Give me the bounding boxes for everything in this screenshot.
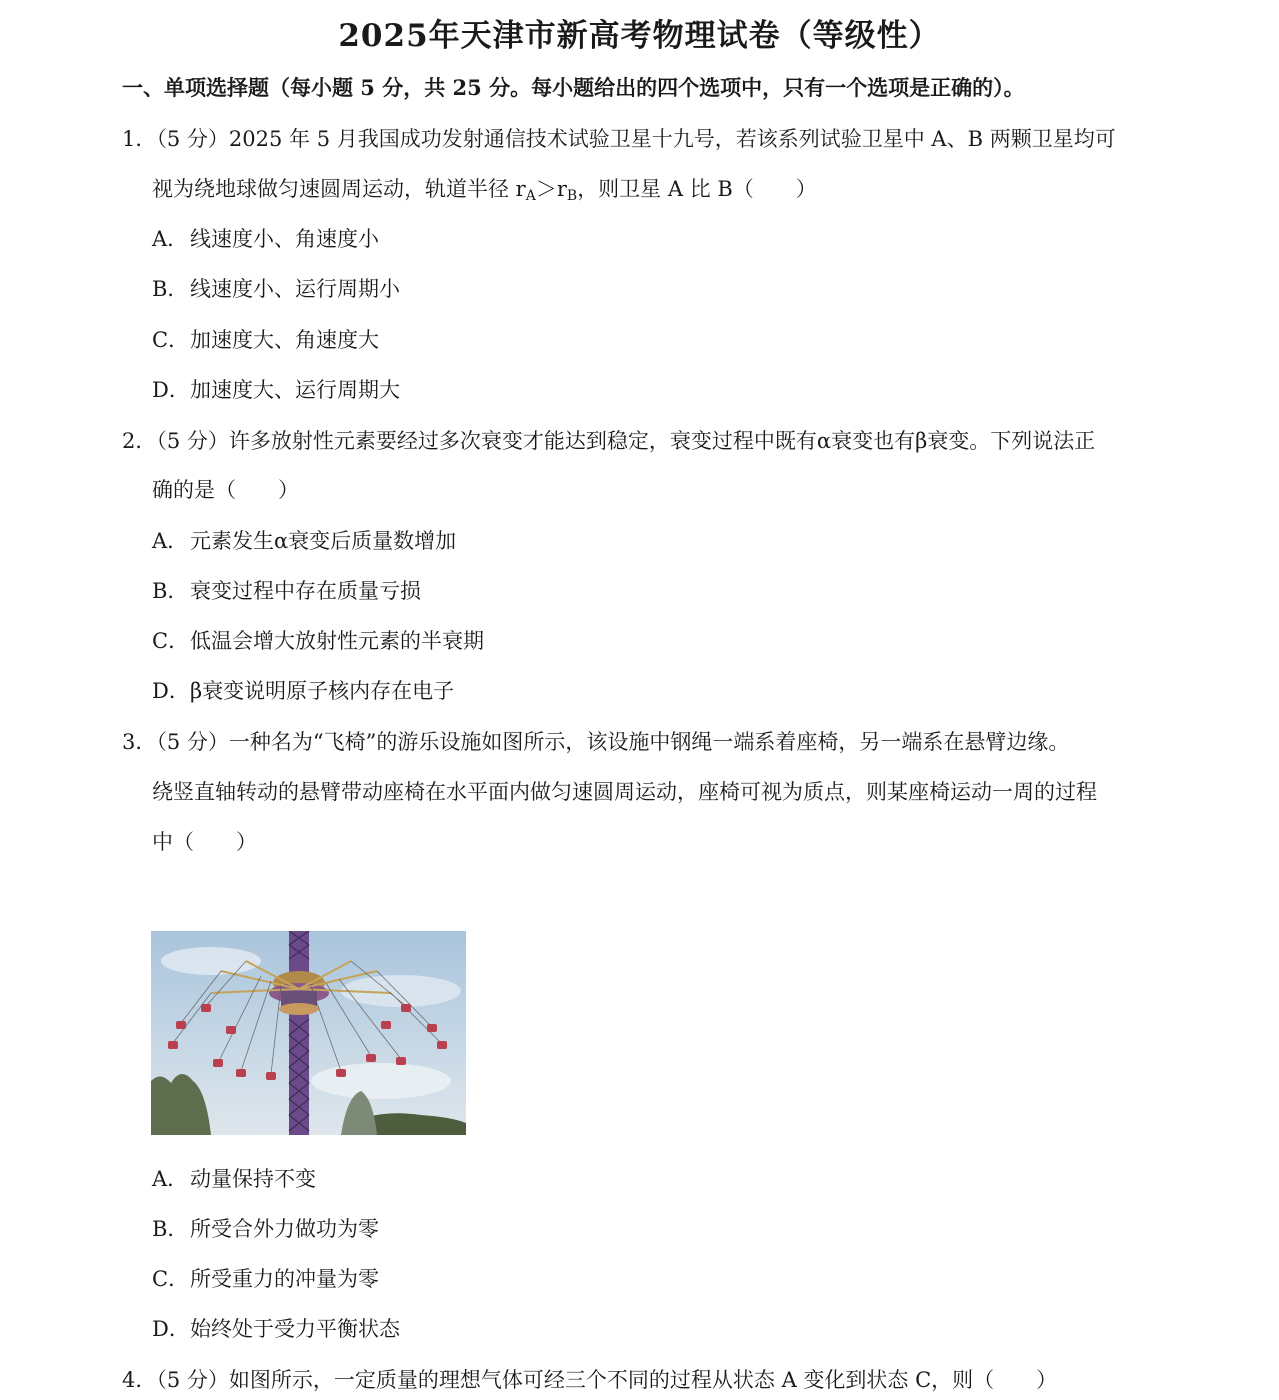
option-letter: D． (152, 679, 190, 703)
option-text: 所受合外力做功为零 (190, 1217, 379, 1241)
option-b[interactable] (152, 275, 400, 303)
question-number: 3． (122, 730, 157, 754)
option-letter: C． (152, 328, 190, 352)
option-a[interactable] (152, 225, 379, 253)
question-score: （5 分） (156, 429, 229, 453)
question-1-line-2 (152, 175, 817, 210)
question-score: （5 分） (156, 730, 229, 754)
question-2-line-1 (122, 427, 1095, 455)
question-number: 2． (122, 429, 157, 453)
option-d[interactable] (152, 1315, 400, 1343)
option-c[interactable] (152, 1265, 379, 1293)
option-d[interactable] (152, 677, 454, 705)
question-score: （5 分） (156, 1368, 229, 1392)
option-letter: B． (152, 277, 189, 301)
option-text: β衰变说明原子核内存在电子 (190, 679, 455, 703)
option-c[interactable] (152, 326, 379, 354)
page-title: 2025年天津市新高考物理试卷（等级性） (338, 18, 941, 54)
option-letter: B． (152, 579, 189, 603)
option-text: 元素发生α衰变后质量数增加 (190, 529, 457, 553)
option-text: 动量保持不变 (190, 1167, 316, 1191)
option-text: 加速度大、角速度大 (190, 328, 379, 352)
question-3-line-2: 绕竖直轴转动的悬臂带动座椅在水平面内做匀速圆周运动，座椅可视为质点，则某座椅运动一周的过程 (152, 780, 1097, 804)
question-text: ＞r (535, 177, 567, 201)
option-letter: A． (152, 529, 189, 553)
option-text: 所受重力的冲量为零 (190, 1267, 379, 1291)
subscript: A (525, 188, 536, 204)
question-1-line-1 (122, 125, 1116, 153)
flying-chairs-photo (151, 931, 466, 1135)
question-text: 如图所示，一定质量的理想气体可经三个不同的过程从状态 A 变化到状态 C，则（ ） (228, 1368, 1058, 1392)
question-text: ，则卫星 A 比 B（ ） (577, 177, 817, 201)
option-text: 加速度大、运行周期大 (190, 378, 400, 402)
option-letter: C． (152, 629, 190, 653)
option-text: 低温会增大放射性元素的半衰期 (190, 629, 484, 653)
question-number: 4． (122, 1368, 157, 1392)
section-heading: 一、单项选择题（每小题 5 分，共 25 分。每小题给出的四个选项中，只有一个选项是正确的）。 (122, 75, 1025, 100)
question-2-line-2: 确的是（ ） (152, 478, 299, 502)
question-text: 2025 年 5 月我国成功发射通信技术试验卫星十九号，若该系列试验卫星中 A、B 两颗卫星均可 (228, 127, 1116, 151)
question-text: 视为绕地球做匀速圆周运动，轨道半径 r (152, 177, 526, 201)
question-text: 一种名为“飞椅”的游乐设施如图所示，该设施中钢绳一端系着座椅，另一端系在悬臂边缘。 (228, 730, 1070, 754)
question-3-line-1 (122, 728, 1069, 756)
option-b[interactable] (152, 1215, 379, 1243)
option-b[interactable] (152, 577, 421, 605)
option-letter: D． (152, 1317, 190, 1341)
option-text: 衰变过程中存在质量亏损 (190, 579, 421, 603)
option-text: 线速度小、角速度小 (190, 227, 379, 251)
question-4-line-1 (122, 1366, 1057, 1394)
option-a[interactable] (152, 527, 456, 555)
option-text: 线速度小、运行周期小 (190, 277, 400, 301)
question-number: 1． (122, 127, 157, 151)
subscript: B (566, 188, 578, 204)
question-score: （5 分） (156, 127, 229, 151)
ride-illustration (151, 931, 466, 1135)
option-letter: A． (152, 227, 189, 251)
question-text: 许多放射性元素要经过多次衰变才能达到稳定，衰变过程中既有α衰变也有β衰变。下列说法正 (228, 429, 1096, 453)
option-letter: D． (152, 378, 190, 402)
option-c[interactable] (152, 627, 484, 655)
option-text: 始终处于受力平衡状态 (190, 1317, 400, 1341)
option-letter: B． (152, 1217, 189, 1241)
option-a[interactable] (152, 1165, 316, 1193)
question-3-line-3: 中（ ） (152, 830, 257, 854)
option-d[interactable] (152, 376, 400, 404)
option-letter: A． (152, 1167, 189, 1191)
option-letter: C． (152, 1267, 190, 1291)
